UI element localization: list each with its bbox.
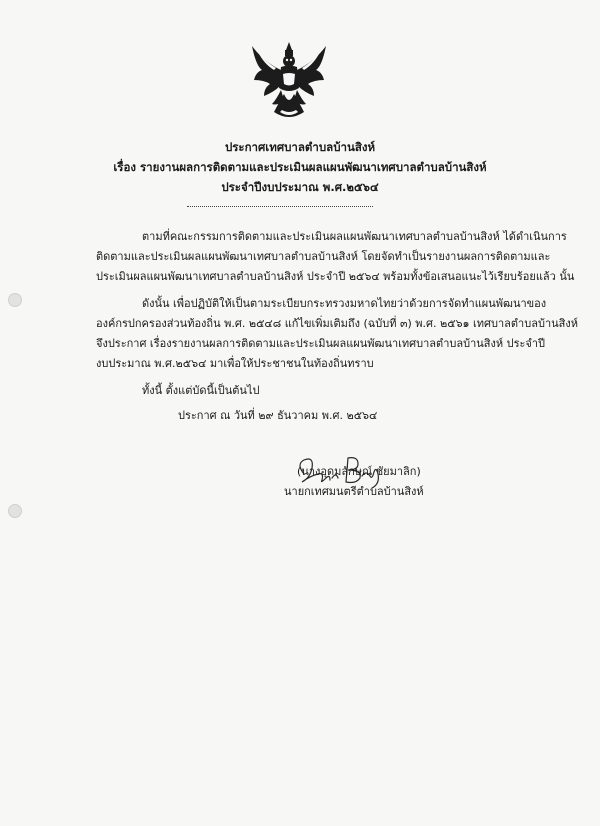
paragraph-2-line-4: งบประมาณ พ.ศ.๒๕๖๔ มาเพื่อให้ประชาชนในท้องถิ่นทราบ	[96, 357, 374, 370]
announcement-title: ประกาศเทศบาลตำบลบ้านสิงห์	[224, 140, 376, 154]
garuda-emblem-icon	[250, 40, 328, 126]
dotted-divider	[187, 206, 373, 207]
signature-name: (นางอุดมลักษณ์ ชัยมาลิก)	[297, 465, 421, 478]
paragraph-1-line-1: ตามที่คณะกรรมการติดตามและประเมินผลแผนพัฒนาเทศบาลตำบลบ้านสิงห์ ได้ดำเนินการ	[142, 230, 567, 243]
paragraph-1-line-3: ประเมินผลแผนพัฒนาเทศบาลตำบลบ้านสิงห์ ประจำปี ๒๕๖๔ พร้อมทั้งข้อเสนอแนะไว้เรียบร้อยแล้ว นั้น	[96, 270, 575, 283]
effective-statement: ทั้งนี้ ตั้งแต่บัดนี้เป็นต้นไป	[142, 384, 260, 397]
signature-position: นายกเทศมนตรีตำบลบ้านสิงห์	[284, 485, 424, 498]
paragraph-1-line-2: ติดตามและประเมินผลแผนพัฒนาเทศบาลตำบลบ้านสิงห์ โดยจัดทำเป็นรายงานผลการติดตามและ	[96, 250, 551, 263]
paragraph-2-line-1: ดังนั้น เพื่อปฏิบัติให้เป็นตามระเบียบกระทรวงมหาดไทยว่าด้วยการจัดทำแผนพัฒนาของ	[142, 297, 547, 310]
announcement-date: ประกาศ ณ วันที่ ๒๙ ธันวาคม พ.ศ. ๒๕๖๔	[178, 409, 378, 422]
fiscal-year-line: ประจำปีงบประมาณ พ.ศ.๒๕๖๔	[221, 180, 379, 194]
punch-hole	[8, 504, 22, 518]
paragraph-2-line-3: จึงประกาศ เรื่องรายงานผลการติดตามและประเมินผลแผนพัฒนาเทศบาลตำบลบ้านสิงห์ ประจำปี	[96, 337, 546, 350]
subject-line: เรื่อง รายงานผลการติดตามและประเมินผลแผนพัฒนาเทศบาลตำบลบ้านสิงห์	[113, 160, 487, 174]
punch-hole	[8, 293, 22, 307]
paragraph-2-line-2: องค์กรปกครองส่วนท้องถิ่น พ.ศ. ๒๕๔๘ แก้ไขเพิ่มเติมถึง (ฉบับที่ ๓) พ.ศ. ๒๕๖๑ เทศบาลตำบลบ้านสิงห์	[96, 317, 578, 330]
